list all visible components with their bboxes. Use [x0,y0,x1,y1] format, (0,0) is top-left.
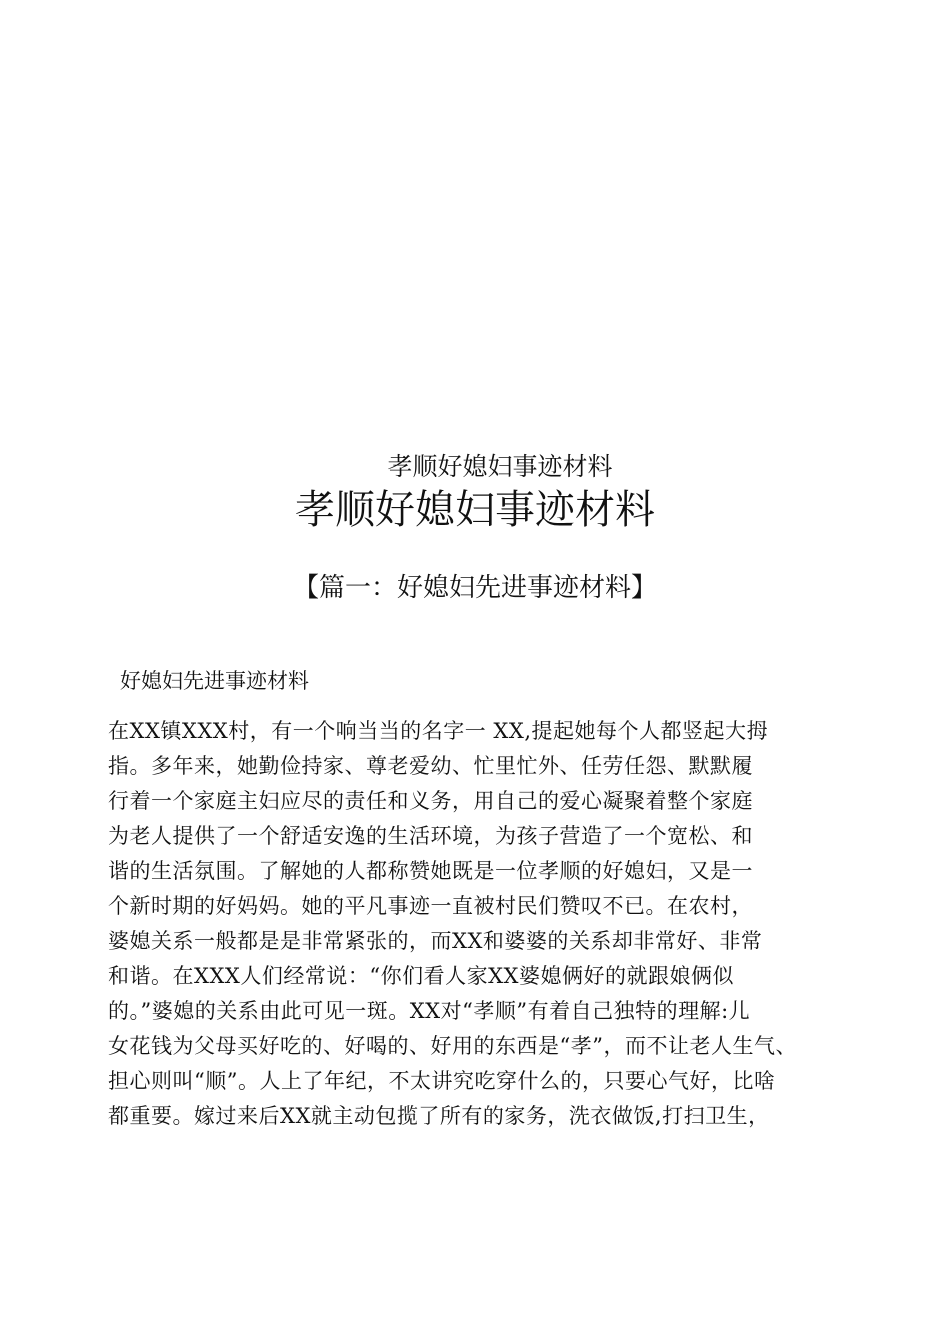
body-line: 行着一个家庭主妇应尽的责任和义务，用自己的爱心凝聚着整个家庭 [108,789,753,813]
body-line: 指。多年来，她勤俭持家、尊老爱幼、忙里忙外、任劳任怨、默默履 [108,754,753,778]
body-line: 女花钱为父母买好吃的、好喝的、好用的东西是“孝”，而不让老人生气、 [108,1034,797,1058]
body-line: 谐的生活氛围。了解她的人都称赞她既是一位孝顺的好媳妇，又是一 [108,859,753,883]
header-title: 孝顺好媳妇事迹材料 [387,452,613,481]
sub-heading: 好媳妇先进事迹材料 [120,669,309,693]
section-heading: 【篇一：好媳妇先进事迹材料】 [292,573,657,603]
main-title: 孝顺好媳妇事迹材料 [295,487,655,533]
body-line: 个新时期的好妈妈。她的平凡事迹一直被村民们赞叹不已。在农村， [108,894,753,918]
body-line: 的。”婆媳的关系由此可见一斑。XX对“孝顺”有着自己独特的理解:儿 [108,999,751,1023]
body-line: 担心则叫“顺”。人上了年纪，不太讲究吃穿什么的，只要心气好，比啥 [108,1069,776,1093]
body-line: 和谐。在XXX人们经常说：“你们看人家XX婆媳俩好的就跟娘俩似 [108,964,734,988]
body-line: 婆媳关系一般都是是非常紧张的，而XX和婆婆的关系却非常好、非常 [108,929,763,953]
body-line: 在XX镇XXX村，有一个响当当的名字一 XX,提起她每个人都竖起大拇 [108,719,768,743]
body-paragraph [108,714,843,1134]
body-line: 都重要。嫁过来后XX就主动包揽了所有的家务，洗衣做饭,打扫卫生， [108,1104,770,1128]
body-line: 为老人提供了一个舒适安逸的生活环境，为孩子营造了一个宽松、和 [108,824,753,848]
